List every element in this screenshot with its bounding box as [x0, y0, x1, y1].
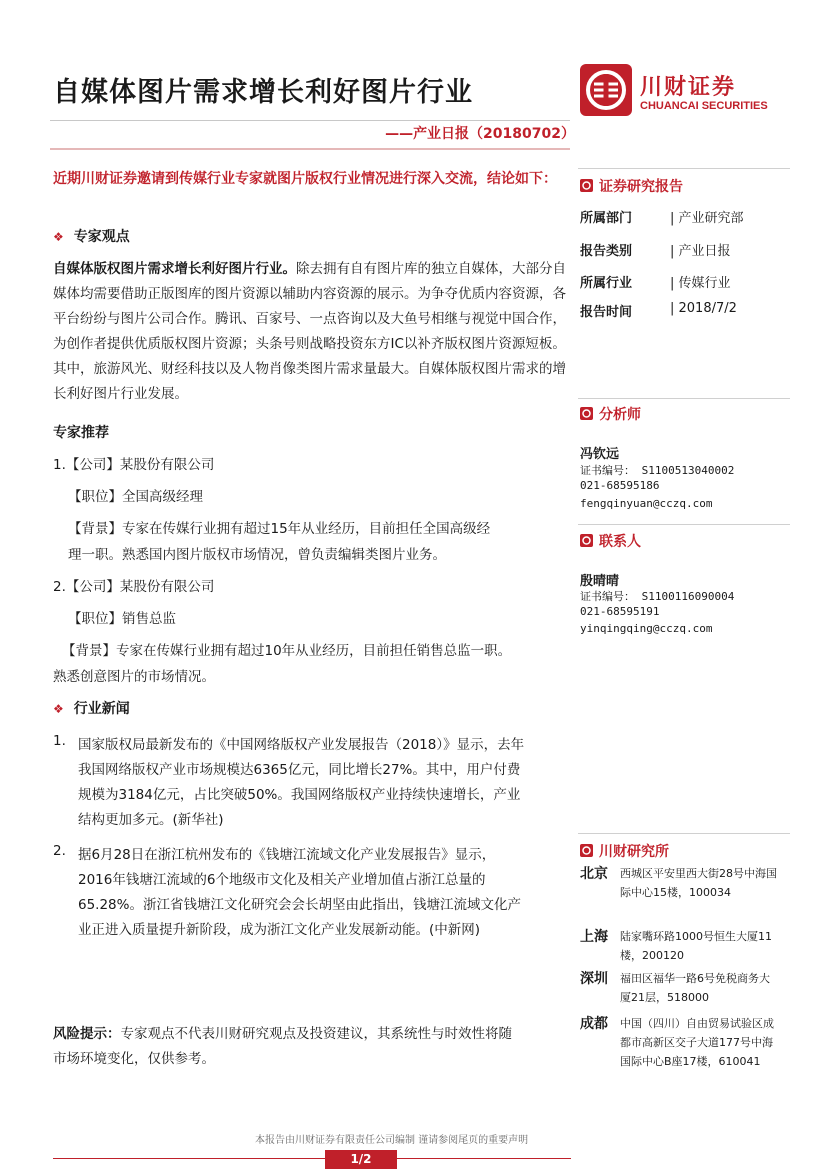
expert2-background-line2: 熟悉创意图片的市场情况。	[53, 669, 215, 685]
section-industry-news	[53, 698, 130, 718]
office-city-shenzhen: 深圳	[580, 971, 608, 987]
brand-square-icon	[580, 844, 593, 857]
sidebar-header-text: 联系人	[599, 534, 641, 550]
brand-square-icon	[580, 407, 593, 420]
brand-square-icon	[580, 179, 593, 192]
meta-value-department: | 产业研究部	[670, 211, 744, 226]
expert1-background-line1: 【背景】专家在传媒行业拥有超过15年从业经历，目前担任全国高级经	[68, 521, 491, 537]
expert1-company: 1.【公司】某股份有限公司	[53, 457, 215, 473]
diamond-bullet-icon: ❖	[53, 702, 64, 716]
meta-key-date: 报告时间	[580, 305, 633, 320]
news1-number: 1.	[53, 733, 66, 749]
analyst-email[interactable]: fengqinyuan@cczq.com	[580, 497, 713, 510]
risk-label: 风险提示：	[53, 1026, 121, 1042]
news1-line2: 我国网络版权产业市场规模达6365亿元，同比增长27%。其中，用户付费	[78, 762, 521, 778]
divider	[578, 398, 790, 399]
divider	[50, 148, 570, 150]
lead-sentence: 自媒体版权图片需求增长利好图片行业。	[53, 261, 296, 277]
recommend-heading: 专家推荐	[53, 425, 109, 441]
section-expert-view	[53, 226, 130, 246]
diamond-bullet-icon: ❖	[53, 230, 64, 244]
office-city-chengdu: 成都	[580, 1016, 608, 1032]
expert2-background-line1: 【背景】专家在传媒行业拥有超过10年从业经历，目前担任销售总监一职。	[62, 643, 512, 659]
risk-warning-line1	[53, 1022, 512, 1042]
sidebar-report-header	[580, 176, 683, 196]
divider	[578, 168, 790, 169]
sidebar-institute-header	[580, 841, 669, 861]
news2-number: 2.	[53, 843, 66, 859]
expert-view-paragraph	[53, 257, 571, 407]
office-address-shenzhen: 福田区福华一路6号免税商务大厦21层，518000	[620, 972, 770, 1004]
meta-value-date: | 2018/7/2	[670, 301, 737, 316]
sidebar-header-text: 分析师	[599, 407, 641, 423]
logo-text-cn: 川财证券	[640, 75, 737, 100]
contact-email[interactable]: yinqingqing@cczq.com	[580, 622, 713, 635]
news2-line2: 2016年钱塘江流域的6个地级市文化及相关产业增加值占浙江总量的	[78, 872, 486, 888]
analyst-name: 冯钦远	[580, 447, 620, 462]
expert2-company: 2.【公司】某股份有限公司	[53, 579, 215, 595]
sidebar-contact-header	[580, 531, 641, 551]
news2-line3: 65.28%。浙江省钱塘江文化研究会会长胡坚由此指出，钱塘江流域文化产	[78, 897, 521, 913]
section-heading: 行业新闻	[73, 701, 130, 717]
risk-warning-line2: 市场环境变化，仅供参考。	[53, 1051, 215, 1067]
page-title: 自媒体图片需求增长利好图片行业	[53, 77, 473, 108]
body-text: 除去拥有自有图片库的独立自媒体，大部分自媒体均需要借助正版图库的图片资源以辅助内容资源的展示。为争夺优质内容资源，各平台纷纷与图片公司合作。腾讯、百家号、一点咨询以及大鱼号相继与视觉中国合作，为创作者提供优质版权图片资源；头条号则战略投资东方IC以补齐版权图片资源短板。其中，旅游风光、财经科技以及人物肖像类图片需求量最大。自媒体版权图片需求的增长利好图片行业发展。	[53, 261, 566, 402]
meta-key-department: 所属部门	[580, 211, 633, 226]
news2-line4: 业正进入质量提升新阶段，成为浙江文化产业发展新动能。(中新网)	[78, 922, 481, 938]
meta-key-industry: 所属行业	[580, 276, 633, 291]
office-city-beijing: 北京	[580, 866, 608, 882]
contact-name: 殷晴晴	[580, 574, 620, 589]
meta-value-category: | 产业日报	[670, 244, 731, 259]
logo-text-en: CHUANCAI SECURITIES	[640, 100, 768, 112]
contact-tel: 021-68595191	[580, 605, 660, 618]
news1-line1: 国家版权局最新发布的《中国网络版权产业发展报告（2018）》显示，去年	[78, 737, 525, 753]
logo-mark-icon	[580, 64, 632, 116]
contact-cert: 证书编号： S1100116090004	[580, 590, 735, 603]
page-number: 1/2	[325, 1150, 397, 1169]
company-logo	[580, 64, 780, 120]
news1-line4: 结构更加多元。(新华社)	[78, 812, 224, 828]
divider	[578, 833, 790, 834]
sidebar-analyst-header	[580, 404, 641, 424]
office-address-chengdu: 中国（四川）自由贸易试验区成都市高新区交子大道177号中海国际中心B座17楼，610041	[620, 1017, 774, 1068]
sidebar-header-text: 川财研究所	[599, 844, 669, 860]
sidebar-header-text: 证券研究报告	[599, 179, 683, 195]
footer-divider	[53, 1158, 571, 1159]
meta-value-industry: | 传媒行业	[670, 276, 731, 291]
brand-square-icon	[580, 534, 593, 547]
expert2-position: 【职位】销售总监	[68, 611, 176, 627]
divider	[50, 120, 570, 121]
footer-disclaimer: 本报告由川财证券有限责任公司编制 谨请参阅尾页的重要声明	[255, 1135, 529, 1146]
report-subtitle: ——产业日报（20180702）	[385, 126, 575, 142]
expert1-position: 【职位】全国高级经理	[68, 489, 203, 505]
analyst-cert: 证书编号： S1100513040002	[580, 464, 735, 477]
intro-text: 近期川财证券邀请到传媒行业专家就图片版权行业情况进行深入交流，结论如下：	[53, 171, 557, 187]
risk-text: 专家观点不代表川财研究观点及投资建议，其系统性与时效性将随	[120, 1026, 512, 1042]
expert1-background-line2: 理一职。熟悉国内图片版权市场情况，曾负责编辑类图片业务。	[68, 547, 446, 563]
section-heading: 专家观点	[73, 229, 130, 245]
office-address-beijing: 西城区平安里西大街28号中海国际中心15楼，100034	[620, 867, 777, 899]
divider	[578, 524, 790, 525]
office-city-shanghai: 上海	[580, 929, 608, 945]
office-address-shanghai: 陆家嘴环路1000号恒生大厦11楼，200120	[620, 930, 772, 962]
meta-key-category: 报告类别	[580, 244, 633, 259]
news2-line1: 据6月28日在浙江杭州发布的《钱塘江流域文化产业发展报告》显示，	[78, 847, 496, 863]
news1-line3: 规模为3184亿元，占比突破50%。我国网络版权产业持续快速增长，产业	[78, 787, 521, 803]
analyst-tel: 021-68595186	[580, 479, 660, 492]
